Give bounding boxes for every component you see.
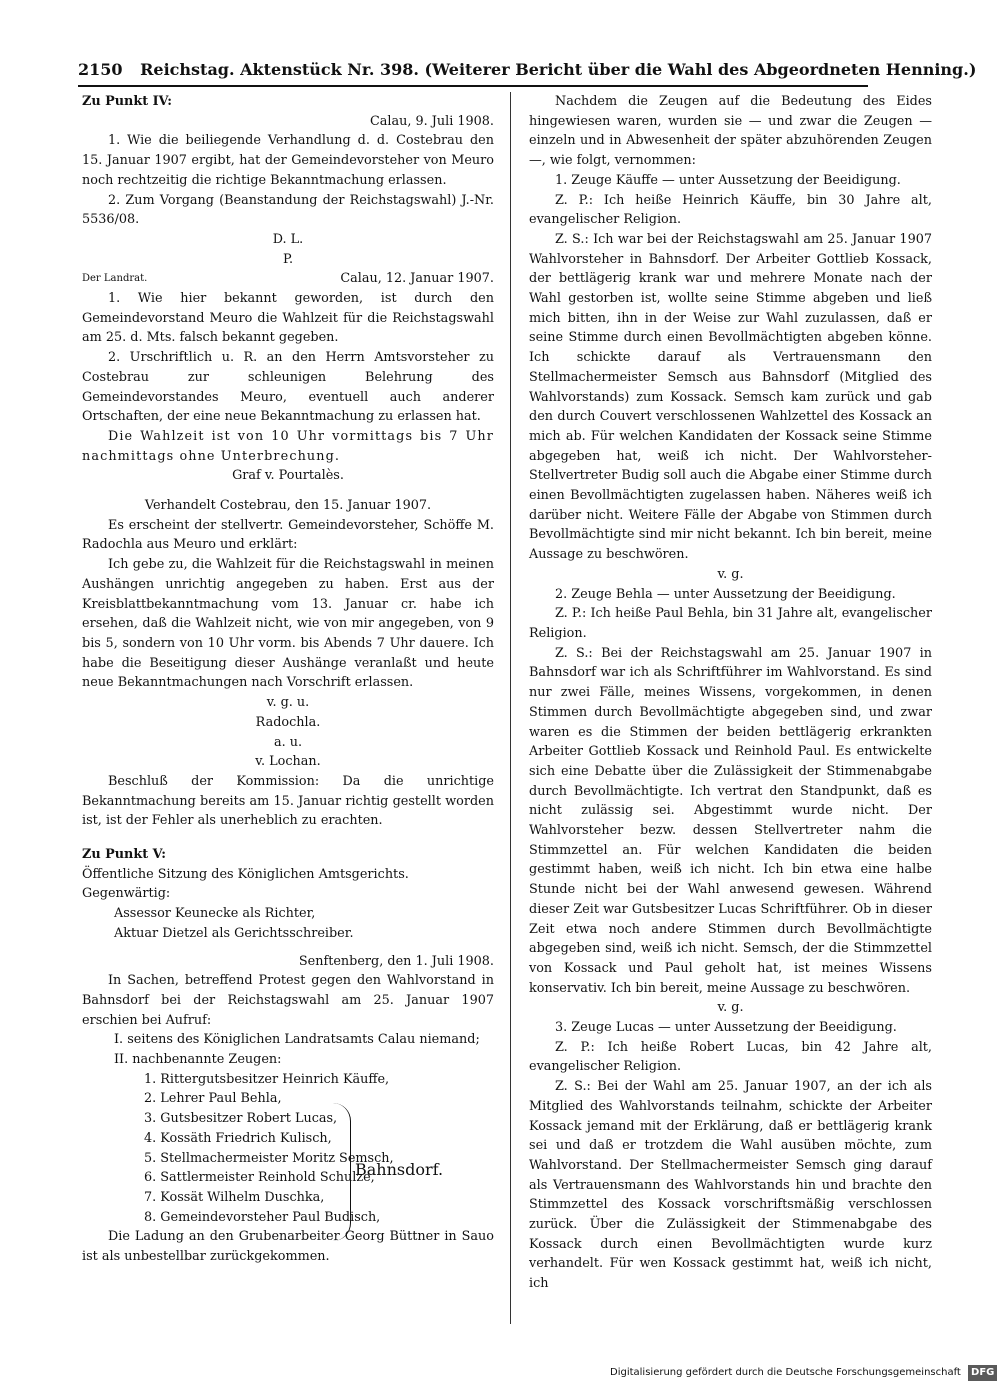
paragraph: 2. Zum Vorgang (Beanstandung der Reichstagswahl) J.-Nr. 5536/08. <box>82 192 494 228</box>
sender-label: Der Landrat. <box>82 273 148 285</box>
list-item: II. nachbenannte Zeugen: <box>114 1052 282 1068</box>
paragraph: Beschluß der Kommission: Da die unrichtige Bekanntmachung bereits am 15. Januar richtig gestellt worden ist, ist der Fehler als unerheblich zu erachten. <box>82 773 494 829</box>
paragraph: Z. P.: Ich heiße Paul Behla, bin 31 Jahre alt, evangelischer Religion. <box>529 606 932 641</box>
paragraph: Ich gebe zu, die Wahlzeit für die Reichstagswahl in meinen Aushängen unrichtig angegeben zu haben. Erst aus der Kreisblattbekanntmachung vom 13. Januar cr. habe ich ersehen, daß die Wahlzeit nicht, wie von mir angegeben, von 9 bis 5, sondern von 10 Uhr vorm. bis Abends 7 Uhr dauere. Ich habe die Beseitigung dieser Aushänge veranlaßt und heute neue Bekanntmachungen nach Vorschrift erlassen. <box>82 557 494 691</box>
paragraph: Nachdem die Zeugen auf die Bedeutung des Eides hingewiesen waren, wurden sie — und zwar die Zeugen — einzeln und in Abwesenheit der später abzuhörenden Zeugen —, wie folgt, vernommen: <box>529 94 932 169</box>
sender-line <box>82 269 494 289</box>
signature: Graf v. Pourtalès. <box>232 468 344 484</box>
witness-heading: 2. Zeuge Behla — unter Aussetzung der Beeidigung. <box>555 586 896 602</box>
footer-text: Digitalisierung gefördert durch die Deutsche Forschungsgemeinschaft <box>610 1367 961 1378</box>
paragraph: Z. S.: Bei der Wahl am 25. Januar 1907, an der ich als Mitglied des Wahlvorstands teilnahm, schickte der Arbeiter Kossack jemand mit der Erklärung, daß er bettlägerig krank sei und daß er trotzdem die Wahl ausüben möchte, zum Wahlvorstand. Der Stellmachermeister Semsch ging darauf als Vertrauensmann des Wahlvorstands hin und brachte den Stimmzettel des Kossack vorschriftsmäßig verschlossen zurück. Über die Zulässigkeit der Stimmenabgabe des Kossack durch einen Bevollmächtigten wurde kurz verhandelt. Für wen Kossack gestimmt hat, weiß ich nicht, ich <box>529 1079 932 1292</box>
list-item: Aktuar Dietzel als Gerichtsschreiber. <box>114 925 354 941</box>
initials: D. L. <box>272 231 304 247</box>
witness-item: 3. Gutsbesitzer Robert Lucas, <box>144 1111 338 1127</box>
paragraph: Die Wahlzeit ist von 10 Uhr vormittags bis 7 Uhr nachmittags ohne Unterbrechung. <box>82 428 494 464</box>
signature: Radochla. <box>255 714 321 730</box>
signature-mark: v. g. <box>717 1000 744 1016</box>
paragraph: Es erscheint der stellvertr. Gemeindevorsteher, Schöffe M. Radochla aus Meuro und erklärt: <box>82 517 494 553</box>
page-number: 2150 <box>78 60 123 79</box>
bracket-label: Bahnsdorf. <box>355 1160 444 1179</box>
witness-item: 2. Lehrer Paul Behla, <box>144 1091 282 1107</box>
witness-heading: 1. Zeuge Käuffe — unter Aussetzung der Beeidigung. <box>555 172 901 188</box>
paragraph: 1. Wie die beiliegende Verhandlung d. d. Costebrau den 15. Januar 1907 ergibt, hat der Gemeindevorsteher von Meuro noch rechtzeitig die richtige Bekanntmachung erlassen. <box>82 133 494 188</box>
witness-item: 5. Stellmachermeister Moritz Semsch, <box>144 1150 394 1166</box>
page-header <box>78 58 977 84</box>
paragraph: 2. Urschriftlich u. R. an den Herrn Amtsvorsteher zu Costebrau zur schleunigen Belehrung des Gemeindevorstandes Meuro, eventuell auch anderer Ortschaften, der eine neue Bekanntmachung zu erlassen hat. <box>82 350 494 425</box>
list-item: I. seitens des Königlichen Landratsamts Calau niemand; <box>114 1032 480 1048</box>
paragraph: Die Ladung an den Grubenarbeiter Georg Büttner in Sauo ist als unbestellbar zurückgekommen. <box>82 1229 494 1265</box>
witness-heading: 3. Zeuge Lucas — unter Aussetzung der Beeidigung. <box>555 1020 897 1036</box>
paragraph: Z. S.: Bei der Reichstagswahl am 25. Januar 1907 in Bahnsdorf war ich als Schriftführer im Wahlvorstand. Es sind nur zwei Fälle, meines Wissens, vorgekommen, in denen Stimmen durch Bevollmächtigte abgegeben sind, und zwar waren es die Stimmen der beiden bettlägerig erkrankten Arbeiter Gottlieb Kossack und Reinhold Paul. Es entwickelte sich eine Debatte über die Zulässigkeit der Stimmenabgabe durch Bevollmächtigte. Ich vertrat den Standpunkt, daß es nicht zulässig sei. Abgestimmt wurde nicht. Der Wahlvorsteher bezw. dessen Stellvertreter nahm die Stimmzettel an. Für welchen Kandidaten die beiden gestimmt haben, weiß ich nicht. Ich bin etwa eine halbe Stunde nicht bei der Wahl anwesend gewesen. Während dieser Zeit war Gutsbesitzer Lucas Schriftführer. Ob in dieser Zeit etwa noch andere Stimmen durch Bevollmächtigte abgegeben sind, weiß ich nicht. Semsch, der die Stimmzettel von Kossack und Paul geholt hat, ist meines Wissens konservativ. Ich bin bereit, meine Aussage zu beschwören. <box>529 645 932 996</box>
dateline: Calau, 12. Januar 1907. <box>340 271 494 287</box>
paragraph: In Sachen, betreffend Protest gegen den Wahlvorstand in Bahnsdorf bei der Reichstagswahl am 25. Januar 1907 erschien bei Aufruf: <box>82 973 494 1028</box>
initials: P. <box>282 251 294 267</box>
paragraph: Öffentliche Sitzung des Königlichen Amtsgerichts. <box>82 866 409 882</box>
paragraph: Z. S.: Ich war bei der Reichstagswahl am 25. Januar 1907 Wahlvorsteher in Bahnsdorf. Der Arbeiter Gottlieb Kossack, der bettlägerig krank war und mehrere Monate nach der Wahl gestorben ist, wollte seine Stimme abgeben und ließ mich bitten, ihn in der Weise zur Wahl zuzulassen, daß er seine Stimme durch einen Bevollmächtigten abgeben könne. Ich schickte darauf als Vertrauensmann den Stellmachermeister Semsch aus Bahnsdorf (Mitglied des Wahlvorstands) zum Kossack. Semsch kam zurück und gab den durch Couvert verschlossenen Wahlzettel des Kossack an mich ab. Für welchen Kandidaten der Kossack seine Stimme abgegeben hat, weiß ich nicht. Der Wahlvorsteher-Stellvertreter Budig soll auch die Abgabe einer Stimme durch einen Bevollmächtigten zugelassen haben. Näheres weiß ich darüber nicht. Weitere Fälle der Abgabe von Stimmen durch Bevollmächtigte sind mir nicht bekannt. Ich bin bereit, meine Aussage zu beschwören. <box>529 231 932 563</box>
witness-item: 7. Kossät Wilhelm Duschka, <box>144 1189 325 1205</box>
witness-item: 4. Kossäth Friedrich Kulisch, <box>144 1130 332 1146</box>
signature-mark: v. g. u. <box>266 695 310 711</box>
dateline: Calau, 9. Juli 1908. <box>369 113 494 129</box>
header-rule <box>78 85 868 87</box>
paragraph: Z. P.: Ich heiße Robert Lucas, bin 42 Jahre alt, evangelischer Religion. <box>529 1039 932 1075</box>
section-heading: Zu Punkt IV: <box>82 94 172 109</box>
witness-item: 1. Rittergutsbesitzer Heinrich Käuffe, <box>144 1071 390 1087</box>
paragraph: Z. P.: Ich heiße Heinrich Käuffe, bin 30 Jahre alt, evangelischer Religion. <box>529 192 932 228</box>
signature-mark: a. u. <box>273 734 303 750</box>
right-column <box>529 92 932 1294</box>
bracket <box>332 1103 351 1241</box>
paragraph: Gegenwärtig: <box>82 886 171 902</box>
protocol-heading: Verhandelt Costebrau, den 15. Januar 1907. <box>144 498 432 514</box>
dateline: Senftenberg, den 1. Juli 1908. <box>298 953 494 969</box>
footer <box>610 1365 995 1381</box>
page-title: Reichstag. Aktenstück Nr. 398. (Weiterer Bericht über die Wahl des Abgeordneten Henning.) <box>140 60 977 79</box>
left-column <box>82 92 494 1267</box>
witness-item: 6. Sattlermeister Reinhold Schulze, <box>144 1170 375 1186</box>
list-item: Assessor Keunecke als Richter, <box>114 906 316 922</box>
dfg-logo: DFG <box>968 1365 997 1381</box>
section-heading: Zu Punkt V: <box>82 847 166 863</box>
signature: v. Lochan. <box>255 754 321 770</box>
witness-item: 8. Gemeindevorsteher Paul Budisch, <box>144 1209 381 1225</box>
paragraph: 1. Wie hier bekannt geworden, ist durch den Gemeindevorstand Meuro die Wahlzeit für die Reichstagswahl am 25. d. Mts. falsch bekannt gegeben. <box>82 291 494 346</box>
signature-mark: v. g. <box>717 566 744 582</box>
column-separator <box>510 92 511 1324</box>
